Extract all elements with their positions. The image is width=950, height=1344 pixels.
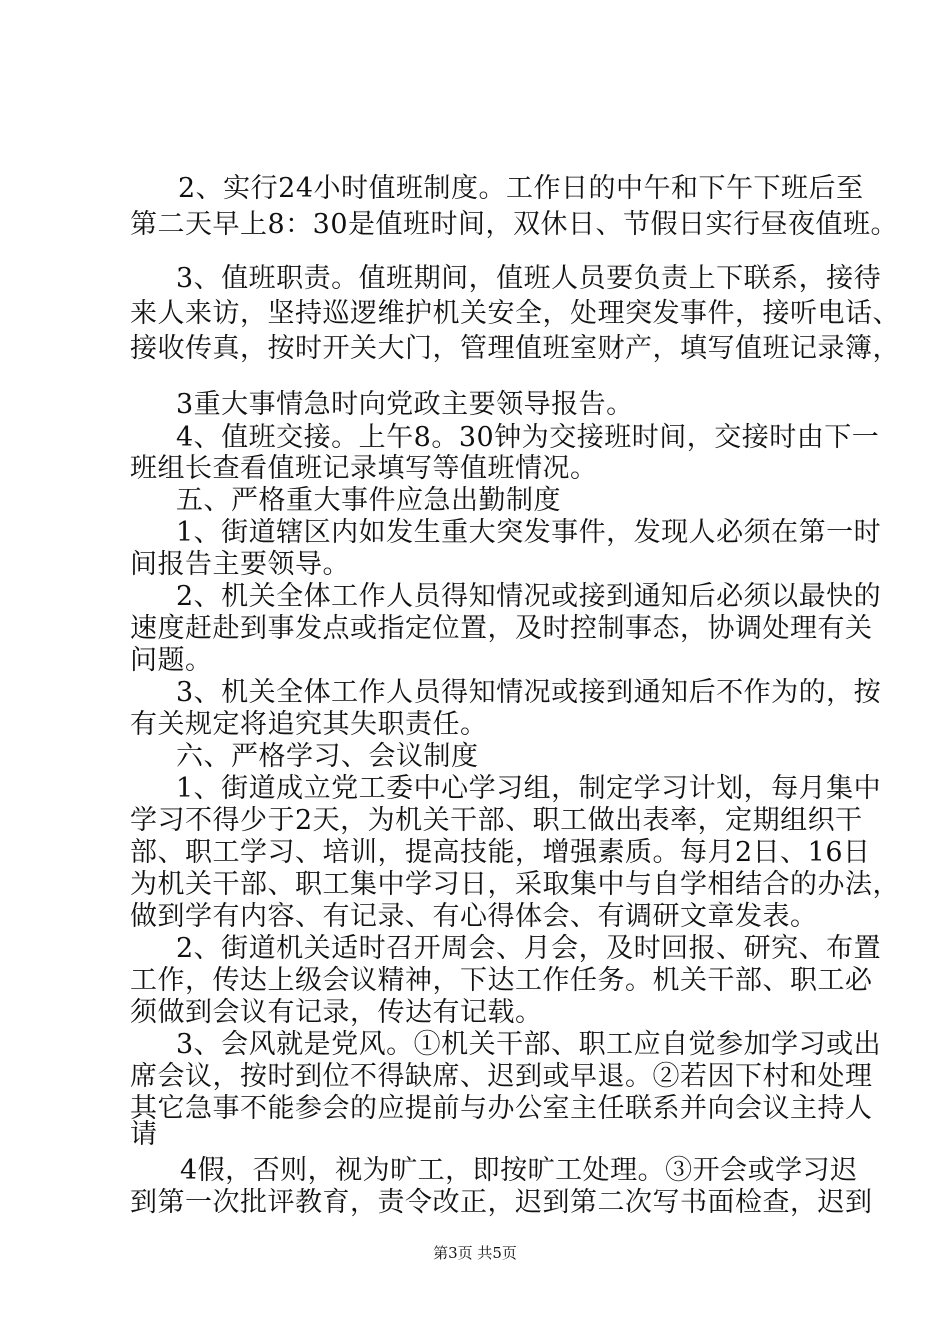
text-line: 为机关干部、职工集中学习日，采取集中与自学相结合的办法， (130, 869, 900, 900)
page-footer: 第3页 共5页 (433, 1244, 517, 1262)
text-line: 4假，否则，视为旷工，即按旷工处理。③开会或学习迟 (180, 1155, 858, 1186)
text-line: 有关规定将追究其失职责任。 (130, 709, 488, 740)
text-line: 工作，传达上级会议精神，下达工作任务。机关干部、职工必 (130, 965, 873, 996)
text-line: 接收传真，按时开关大门，管理值班室财产，填写值班记录簿， (130, 333, 900, 364)
text-line: 其它急事不能参会的应提前与办公室主任联系并向会议主持人 (130, 1093, 873, 1124)
text-line: 2、机关全体工作人员得知情况或接到通知后必须以最快的 (176, 581, 882, 612)
text-line: 第二天早上8：30是值班时间，双休日、节假日实行昼夜值班。 (130, 209, 899, 240)
text-line: 做到学有内容、有记录、有心得体会、有调研文章发表。 (130, 901, 818, 932)
text-line: 问题。 (130, 645, 213, 676)
section-heading: 五、严格重大事件应急出勤制度 (176, 485, 561, 516)
text-line: 2、实行24小时值班制度。工作日的中午和下午下班后至 (178, 173, 864, 204)
text-line: 4、值班交接。上午8。30钟为交接班时间，交接时由下一 (176, 422, 880, 453)
text-line: 学习不得少于2天，为机关干部、职工做出表率，定期组织干 (130, 805, 863, 836)
text-line: 请 (130, 1119, 158, 1150)
text-line: 3、机关全体工作人员得知情况或接到通知后不作为的，按 (176, 677, 882, 708)
text-line: 席会议，按时到位不得缺席、迟到或早退。②若因下村和处理 (130, 1061, 873, 1092)
text-line: 1、街道成立党工委中心学习组，制定学习计划，每月集中 (176, 773, 882, 804)
text-line: 部、职工学习、培训，提高技能，增强素质。每月2日、16日 (130, 837, 871, 868)
text-line: 间报告主要领导。 (130, 549, 350, 580)
text-line: 须做到会议有记录，传达有记载。 (130, 997, 543, 1028)
text-line: 到第一次批评教育，责令改正，迟到第二次写书面检查，迟到 (130, 1187, 873, 1218)
text-line: 3、值班职责。值班期间，值班人员要负责上下联系，接待 (176, 263, 882, 294)
text-line: 3重大事情急时向党政主要领导报告。 (176, 389, 634, 420)
text-line: 2、街道机关适时召开周会、月会，及时回报、研究、布置 (176, 933, 882, 964)
text-line: 速度赶赴到事发点或指定位置，及时控制事态，协调处理有关 (130, 613, 873, 644)
section-heading: 六、严格学习、会议制度 (176, 741, 479, 772)
text-line: 来人来访，坚持巡逻维护机关安全，处理突发事件，接听电话、 (130, 298, 900, 329)
text-line: 1、街道辖区内如发生重大突发事件，发现人必须在第一时 (176, 517, 882, 548)
text-line: 3、会风就是党风。①机关干部、职工应自觉参加学习或出 (176, 1029, 882, 1060)
text-line: 班组长查看值班记录填写等值班情况。 (130, 453, 598, 484)
